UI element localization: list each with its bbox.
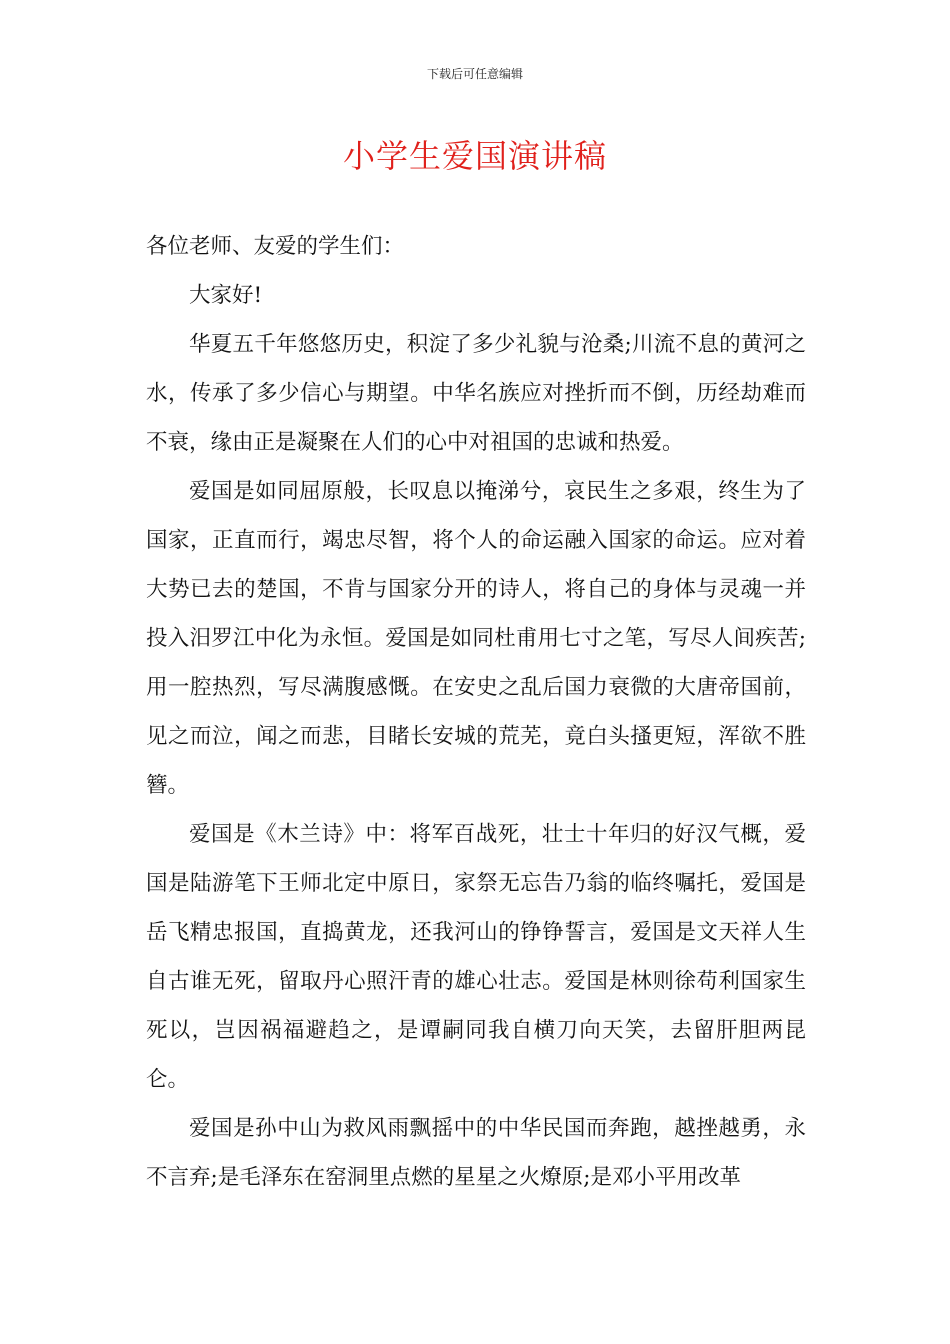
page-title: 小学生爱国演讲稿 <box>342 137 607 175</box>
paragraph-history: 华夏五千年悠悠历史，积淀了多少礼貌与沧桑;川流不息的黄河之水，传承了多少信心与期望。中华名族应对挫折而不倒，历经劫难而不衰，缘由正是凝聚在人们的心中对祖国的忠诚和热爱。 <box>146 332 806 455</box>
speech-body <box>146 222 806 1202</box>
paragraph-greeting: 大家好! <box>189 283 263 308</box>
paragraph-quyuan-dufu: 爱国是如同屈原般，长叹息以掩涕兮，哀民生之多艰，终生为了国家，正直而行，竭忠尽智，将个人的命运融入国家的命运。应对着大势已去的楚国，不肯与国家分开的诗人，将自己的身体与灵魂一并投入汨罗江中化为永恒。爱国是如同杜甫用七寸之笔，写尽人间疾苦;用一腔热烈，写尽满腹感慨。在安史之乱后国力衰微的大唐帝国前，见之而泣，闻之而悲，目睹长安城的荒芜，竟白头搔更短，浑欲不胜簪。 <box>146 479 806 798</box>
salutation: 各位老师、友爱的学生们： <box>146 234 405 259</box>
header-note: 下载后可任意编辑 <box>426 67 523 81</box>
paragraph-heroes: 爱国是《木兰诗》中：将军百战死，壮士十年归的好汉气概，爱国是陆游笔下王师北定中原日，家祭无忘告乃翁的临终嘱托，爱国是岳飞精忠报国，直捣黄龙，还我河山的铮铮誓言，爱国是文天祥人生自古谁无死，留取丹心照汗青的雄心壮志。爱国是林则徐苟利国家生死以，岂因祸福避趋之，是谭嗣同我自横刀向天笑，去留肝胆两昆仑。 <box>146 822 806 1092</box>
paragraph-modern: 爱国是孙中山为救风雨飘摇中的中华民国而奔跑，越挫越勇，永不言弃;是毛泽东在窑洞里点燃的星星之火燎原;是邓小平用改革 <box>146 1116 806 1190</box>
